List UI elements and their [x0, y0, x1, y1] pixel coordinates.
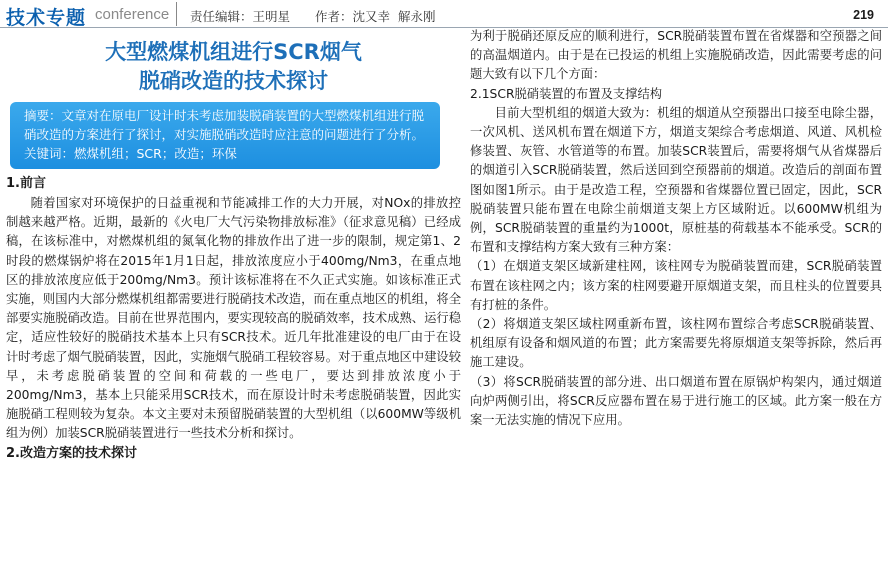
section-name: conference [95, 6, 170, 23]
page-header [0, 0, 888, 28]
page-number: 219 [853, 8, 874, 22]
left-column [6, 32, 461, 464]
keywords-text: 关键词：燃煤机组；SCR；改造；环保 [24, 146, 237, 161]
title-line-2: 脱硝改造的技术探讨 [139, 69, 328, 93]
section-1-body: 随着国家对环境保护的日益重视和节能减排工作的大力开展，对NOx的排放控制越来越严格。近期，最新的《火电厂大气污染物排放标准》（征求意见稿）已经成稿，在该标准中，对燃煤机组的氮氧化物的排放作出了进一步的限制，规定第1、2时段的燃煤锅炉将在2015年1月1日起，排放浓度应小于400mg/Nm3，在重点地区的排放浓度应低于200mg/Nm3。预计该标准将在不久正式实施。如该标准正式实施，则国内大部分燃煤机组都需要进行脱硝技术改造，而在重点地区的机组，将全部要实施脱硝改造。目前在世界范围内，要实现较高的脱硝效率，技术成熟、运行稳定，适应性较好的脱硝技术基本上只有SCR技术。近几年批准建设的电厂由于在设计时考虑了烟气脱硝装置，因此，实施烟气脱硝工程较容易。对于重点地区中建设较早，未考虑脱硝装置的空间和荷载的一些电厂，要达到排放浓度小于200mg/Nm3，基本上只能采用SCR技术，而在原设计时未考虑脱硝装置，因此实施脱硝工程则较为复杂。本文主要对未预留脱硝装置的大型机组（以600MW等级机组为例）加装SCR脱硝装置进行一些技术分析和探讨。 [6, 196, 461, 441]
section-logo: 技术专题 [6, 7, 87, 29]
section-2-heading: 2.改造方案的技术探讨 [6, 445, 137, 461]
editor-author-line: 责任编辑：王明星 作者：沈又幸 解永刚 [190, 9, 436, 24]
subsection-2-1-heading: 2.1SCR脱硝装置的布置及支撑结构 [470, 86, 663, 101]
option-3-paragraph: （3）将SCR脱硝装置的部分进、出口烟道布置在原锅炉构架内，通过烟道向炉两侧引出，将SCR反应器布置在易于进行施工的区域。此方案一般在方案一无法实施的情况下应用。 [470, 374, 882, 428]
option-1-paragraph: （1）在烟道支架区域新建柱网，该柱网专为脱硝装置而建，SCR脱硝装置布置在该柱网之内；该方案的柱网要避开原烟道支架，而且柱头的位置要具有打桩的条件。 [470, 259, 882, 312]
right-intro-paragraph: 为利于脱硝还原反应的顺利进行，SCR脱硝装置布置在省煤器和空预器之间的高温烟道内。由于是在已投运的机组上实施脱硝改造，因此需要考虑的问题大致有以下几个方面： [470, 29, 882, 82]
title-line-1: 大型燃煤机组进行SCR烟气 [105, 40, 362, 64]
right-body-paragraph: 目前大型机组的烟道大致为：机组的烟道从空预器出口接至电除尘器，一次风机、送风机布置在烟道下方，烟道支架综合考虑烟道、风道、风机检修装置、灰管、水管道等的布置。加装SCR装置后，需要将烟气从省煤器后的烟道引入SCR脱硝装置，然后送回到空预器前的烟道。改造后的剖面布置图如图1所示。由于是改造工程，空预器和省煤器位置已固定，因此，SCR脱硝装置只能布置在电除尘前烟道支架上方区域附近。以600MW机组为例，SCR脱硝装置的重量约为1000t，原桩基的荷载基本不能承受。SCR的布置和支撑结构方案大致有三种方案： [470, 105, 882, 255]
option-2-paragraph: （2）将烟道支架区域柱网重新布置，该柱网布置综合考虑SCR脱硝装置、机组原有设备和烟风道的布置；此方案需要先将原烟道支架等拆除，然后再施工建设。 [470, 317, 882, 370]
right-column [470, 27, 882, 430]
header-divider [176, 2, 177, 26]
article-title [6, 38, 461, 96]
abstract-text: 摘要：文章对在原电厂设计时未考虑加装脱硝装置的大型燃煤机组进行脱硝改造的方案进行了探讨，对实施脱硝改造时应注意的问题进行了分析。 [24, 108, 425, 142]
section-1-heading: 1.前言 [6, 176, 46, 191]
abstract-box [10, 102, 440, 169]
